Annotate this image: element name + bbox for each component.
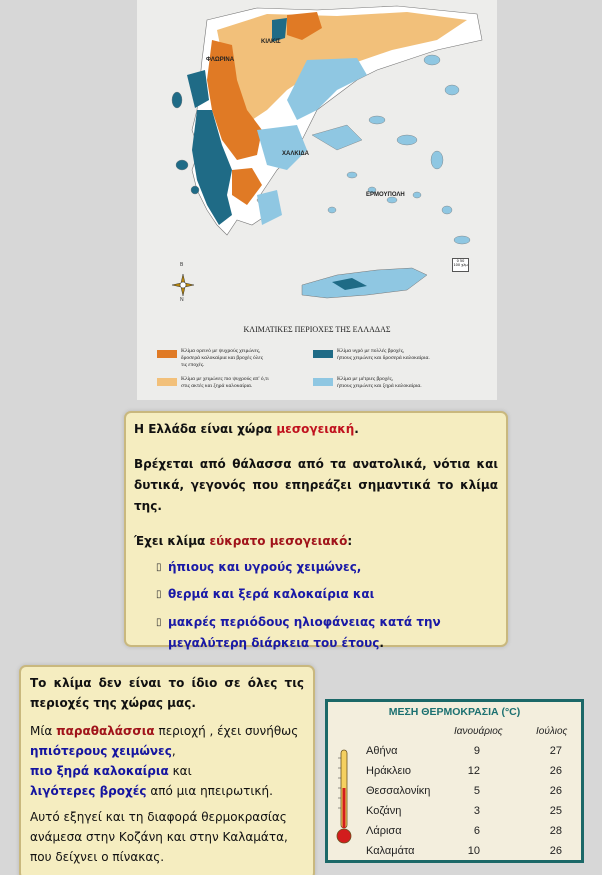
city-florina: ΦΛΩΡΙΝΑ — [206, 57, 235, 63]
table-row: Θεσσαλονίκη 5 26 — [366, 785, 562, 797]
table-row: Καλαμάτα 10 26 — [366, 845, 562, 857]
table-row: Λάρισα 6 28 — [366, 825, 562, 837]
legend-item-inland: Κλίμα με χειμώνες πιο ψυχρούς απ' ό,τι στις ακτές και ξηρά καλοκαίρια. — [157, 376, 269, 390]
table-row: Ηράκλειο 12 26 — [366, 765, 562, 777]
thermometer-icon — [336, 748, 352, 848]
city-kilkis: ΚΙΛΚΙΣ — [261, 39, 281, 45]
legend-swatch — [313, 378, 333, 386]
bullet-warm-summers: ▯ θερμά και ξερά καλοκαίρια και — [156, 585, 498, 604]
scale-indicator: 0 50 100 χλμ — [452, 258, 469, 272]
region-peloponnese-east — [257, 190, 282, 225]
table-row: Αθήνα 9 27 — [366, 745, 562, 757]
legend-item-wet: Κλίμα υγρό με πολλές βροχές, ήπιους χειμώνες και δροσερά καλοκαίρια. — [313, 348, 430, 362]
greece-map-graphic — [137, 0, 497, 400]
bullet-icon: ▯ — [156, 617, 162, 628]
legend-swatch — [313, 350, 333, 358]
bullet-icon: ▯ — [156, 562, 162, 573]
compass-icon: Β Ν — [172, 262, 194, 302]
map-title: ΚΛΙΜΑΤΙΚΕΣ ΠΕΡΙΟΧΕΣ ΤΗΣ ΕΛΛΑΔΑΣ — [243, 325, 391, 334]
city-chalkida: ΧΑΛΚΙΔΑ — [282, 151, 309, 157]
crete-island — [302, 268, 427, 298]
bullet-icon: ▯ — [156, 589, 162, 600]
climate-map — [137, 0, 497, 400]
regional-intro: Το κλίμα δεν είναι το ίδιο σε όλες τις περιοχές της χώρας μας. — [30, 676, 304, 710]
intro-paragraph: Η Ελλάδα είναι χώρα μεσογειακή. — [134, 422, 359, 436]
column-january: Ιανουάριος — [454, 726, 503, 737]
legend-item-dry: Κλίμα με μέτριες βροχές, ήπιους χειμώνες και ξηρά καλοκαίρια. — [313, 376, 422, 390]
climate-type-paragraph: Έχει κλίμα εύκρατο μεσογειακό: — [134, 534, 353, 548]
legend-item-mountain: Κλίμα ορεινό με ψυχρούς χειμώνες, δροσερά καλοκαίρια και βροχές όλες τις εποχές. — [157, 348, 263, 369]
explanation-paragraph: Αυτό εξηγεί και τη διαφορά θερμοκρασίας ανάμεσα στην Κοζάνη και στην Καλαμάτα, που δείχνει ο πίνακας. — [30, 810, 288, 864]
column-july: Ιούλιος — [536, 726, 568, 737]
legend-swatch — [157, 350, 177, 358]
temperature-table — [325, 699, 584, 863]
bullet-mild-winters: ▯ ήπιους και υγρούς χειμώνες, — [156, 558, 498, 577]
legend-swatch — [157, 378, 177, 386]
table-row: Κοζάνη 3 25 — [366, 805, 562, 817]
regional-climate-box — [19, 665, 315, 875]
temperature-title: ΜΕΣΗ ΘΕΡΜΟΚΡΑΣΙΑ (°C) — [388, 706, 521, 718]
mediterranean-climate-box — [124, 411, 508, 650]
sea-paragraph: Βρέχεται από θάλασσα από τα ανατολικά, νότια και δυτικά, γεγονός που επηρεάζει σημαντικά το κλίμα της. — [134, 457, 498, 513]
bullet-sunshine: ▯ μακρές περιόδους ηλιοφάνειας κατά την μεγαλύτερη διάρκεια του έτους. — [156, 612, 498, 654]
evia-island — [312, 125, 362, 150]
coastal-paragraph: Μία παραθαλάσσια περιοχή , έχει συνήθως ηπιότερους χειμώνες, πιο ξηρά καλοκαίρια και λιγότερες βροχές από μια ηπειρωτική. — [30, 724, 299, 798]
city-ermoupoli: ΕΡΜΟΥΠΟΛΗ — [366, 192, 405, 198]
